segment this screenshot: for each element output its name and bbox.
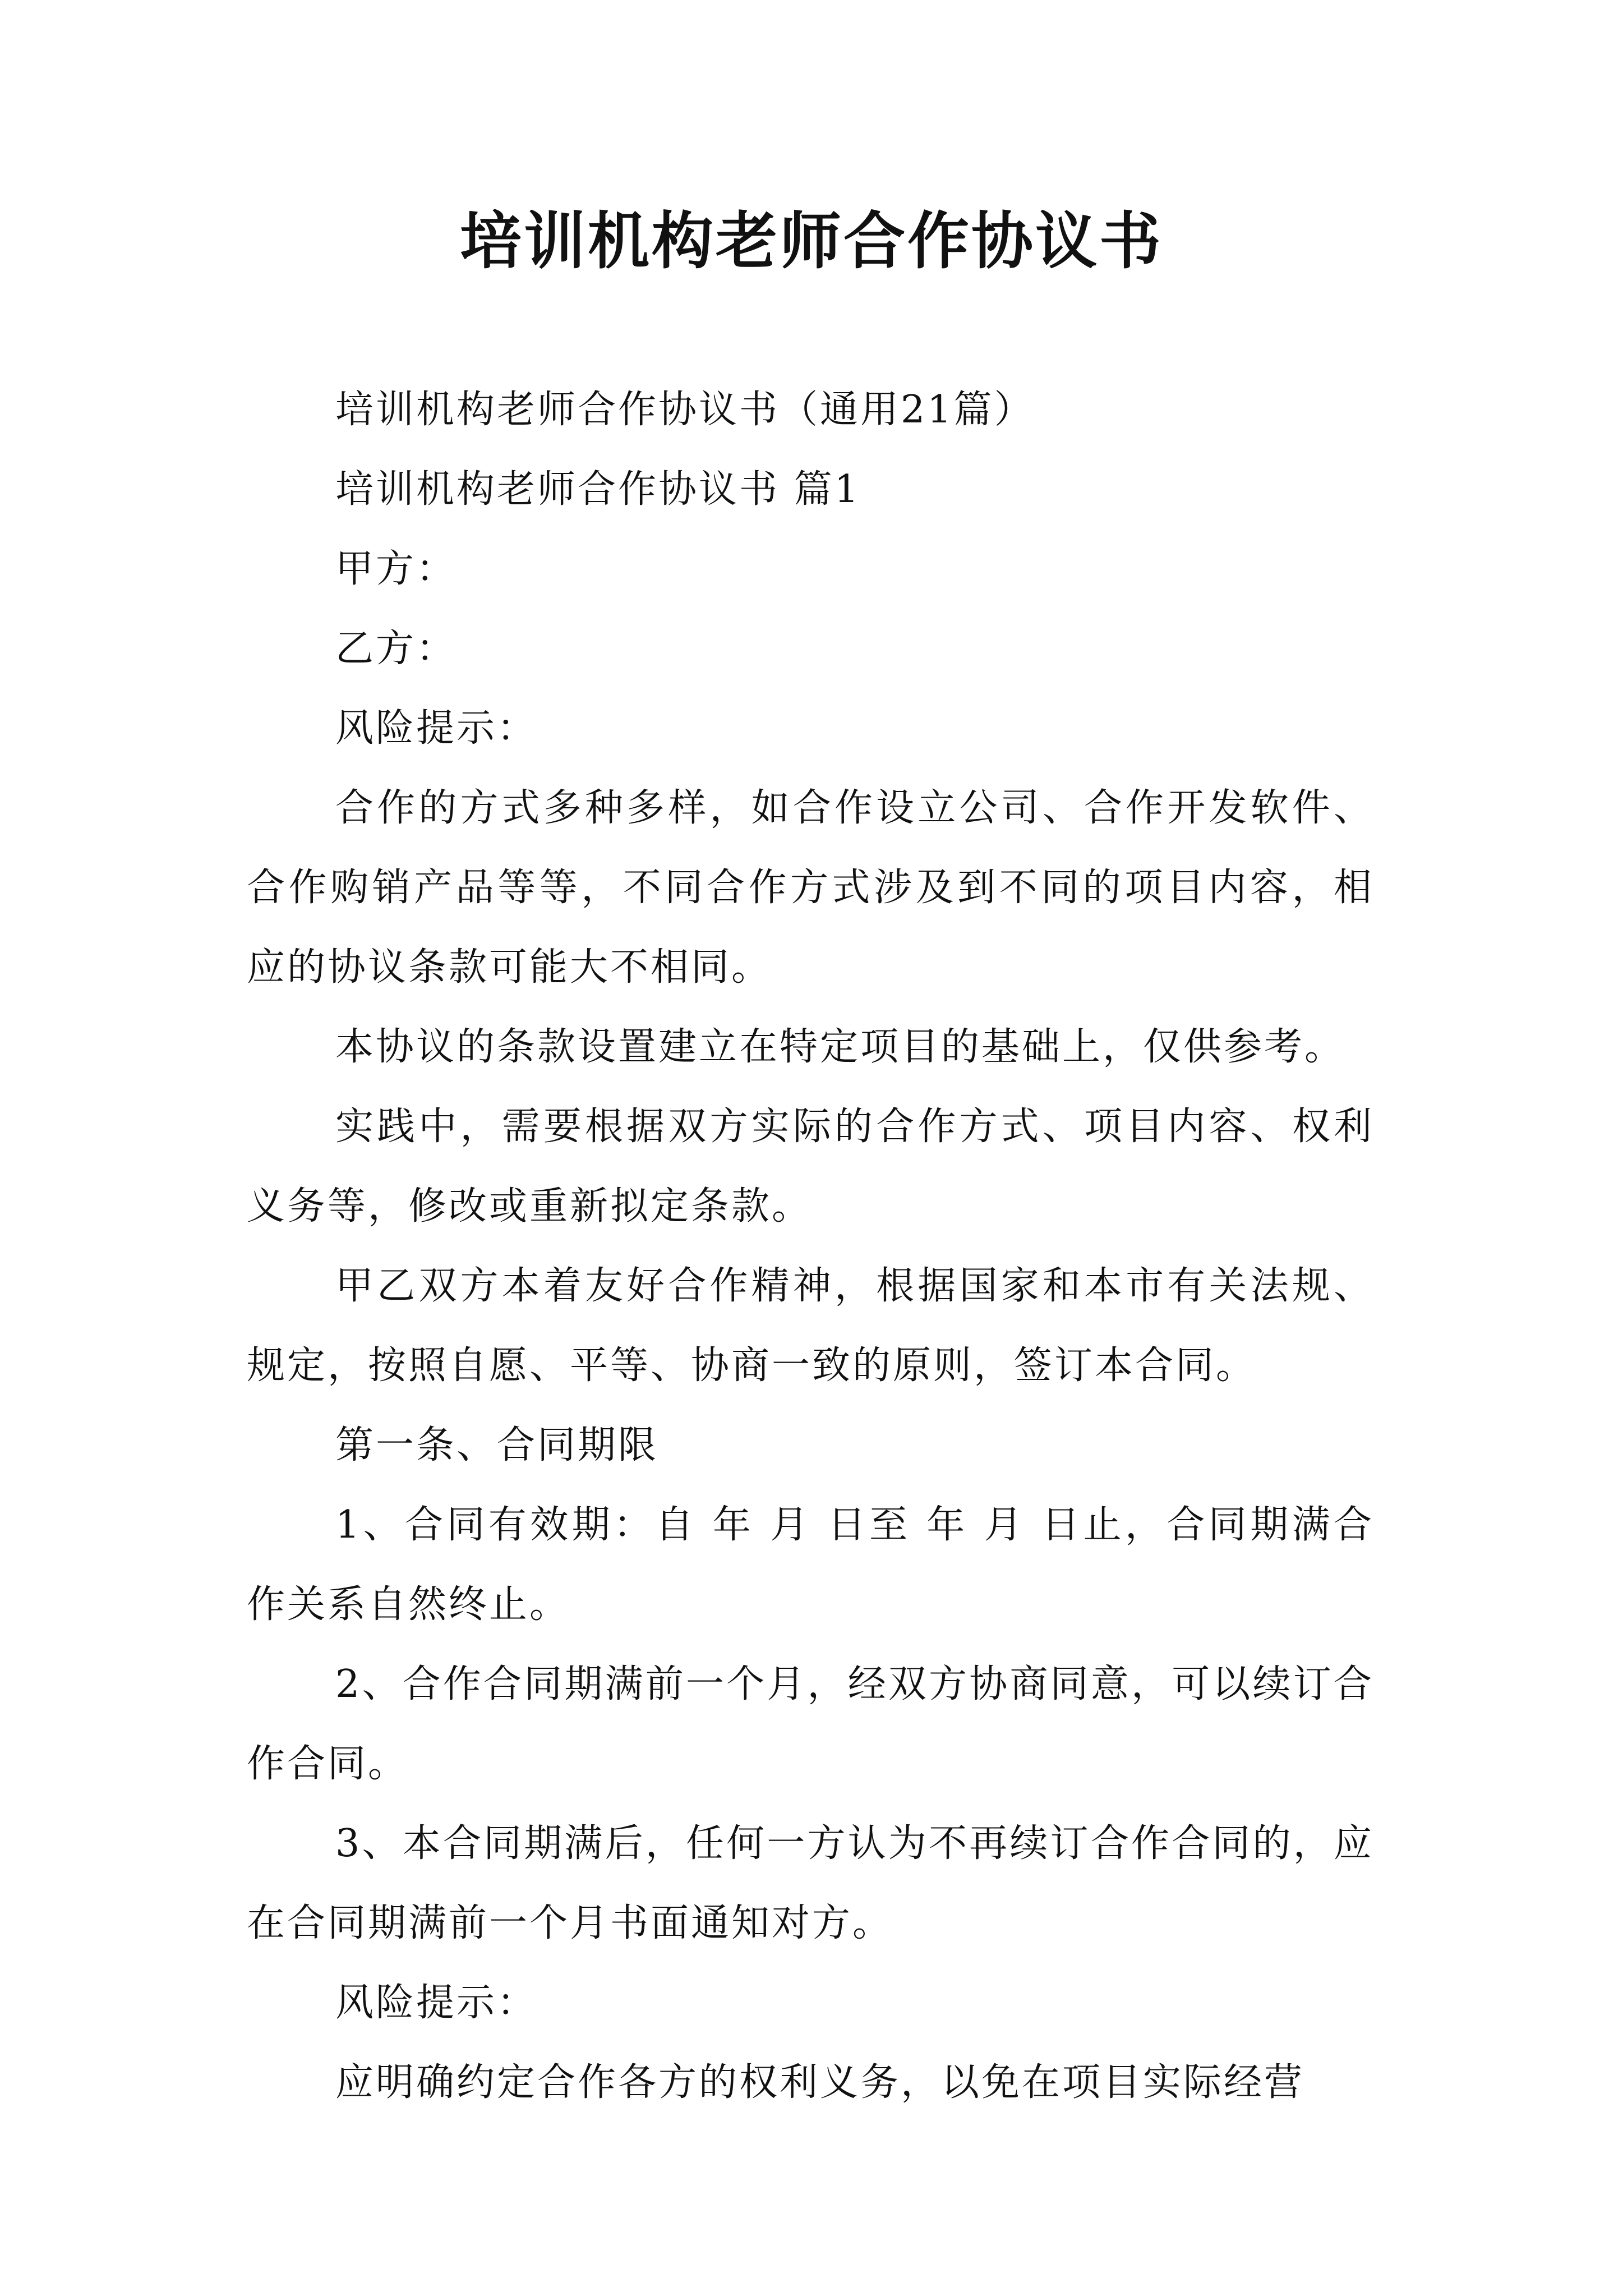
paragraph: 风险提示： [335, 1981, 538, 2025]
paragraph: 实践中，需要根据双方实际的合作方式、项目内容、权利义务等，修改或重新拟定条款。 [247, 1105, 1374, 1228]
paragraph: 2、合作合同期满前一个月，经双方协商同意，可以续订合作合同。 [247, 1662, 1374, 1786]
paragraph: 乙方： [335, 627, 457, 671]
paragraph: 本协议的条款设置建立在特定项目的基础上，仅供参考。 [335, 1025, 1345, 1069]
document-title: 培训机构老师合作协议书 [460, 205, 1163, 277]
paragraph: 1、合同有效期：自 年 月 日至 年 月 日止，合同期满合作关系自然终止。 [247, 1503, 1374, 1627]
paragraph: 甲方： [335, 547, 457, 591]
paragraph: 培训机构老师合作协议书（通用21篇） [335, 388, 1035, 432]
document-body [247, 370, 1374, 2123]
paragraph: 风险提示： [335, 706, 538, 751]
paragraph: 应明确约定合作各方的权利义务，以免在项目实际经营 [335, 2060, 1305, 2105]
paragraph: 第一条、合同期限 [335, 1423, 659, 1467]
paragraph: 合作的方式多种多样，如合作设立公司、合作开发软件、合作购销产品等等，不同合作方式涉及到不同的项目内容，相应的协议条款可能大不相同。 [247, 786, 1374, 990]
paragraph: 培训机构老师合作协议书 篇1 [335, 467, 861, 512]
paragraph: 3、本合同期满后，任何一方认为不再续订合作合同的，应在合同期满前一个月书面通知对方。 [247, 1821, 1374, 1945]
paragraph: 甲乙双方本着友好合作精神，根据国家和本市有关法规、规定，按照自愿、平等、协商一致的原则，签订本合同。 [247, 1264, 1374, 1388]
